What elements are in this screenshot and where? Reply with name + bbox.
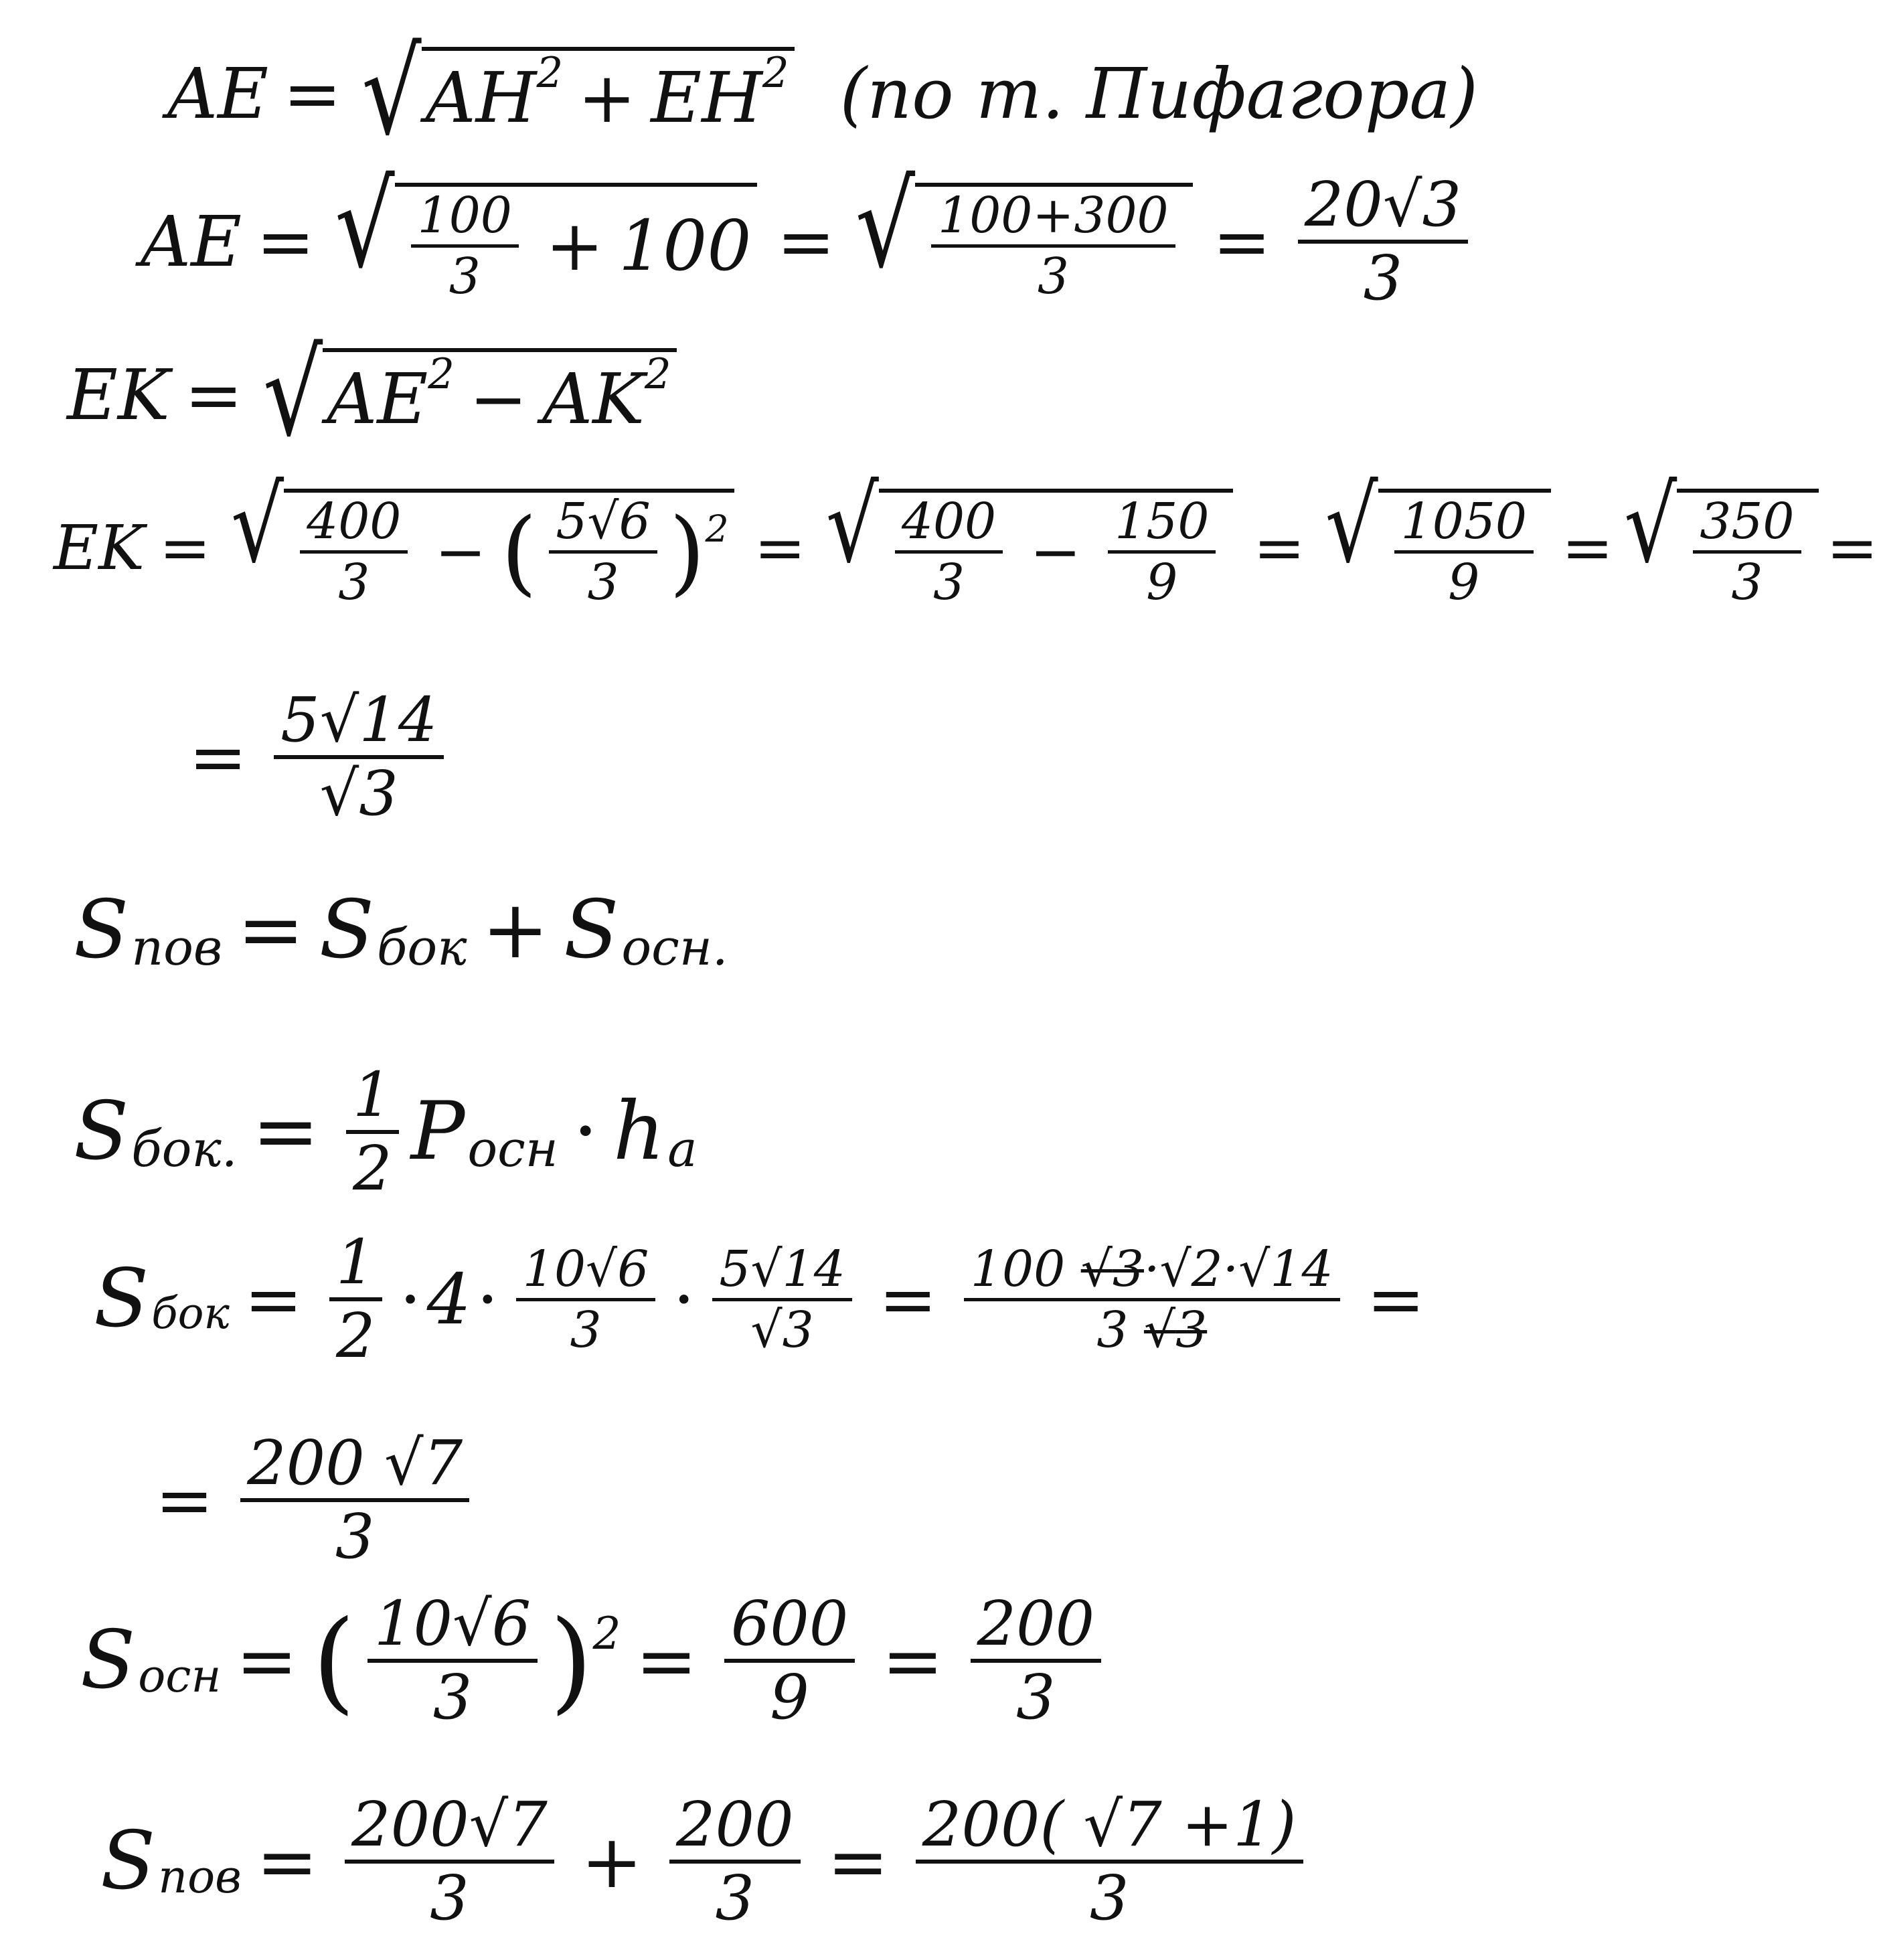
fraction — [240, 1427, 469, 1572]
var-p: P — [410, 1085, 465, 1178]
sqrt: √ $\frac{1050}{9}$ — [1325, 489, 1551, 607]
denominator: 3 — [1731, 554, 1763, 611]
exp: 2 — [428, 349, 455, 398]
subscript: a — [667, 1119, 698, 1178]
numerator: 5√14 — [712, 1244, 851, 1301]
line-9 — [141, 1427, 481, 1572]
equals: = — [1366, 1258, 1425, 1340]
numerator: 5√6 — [549, 497, 657, 554]
subscript: осн — [138, 1649, 222, 1703]
line-7 — [74, 1059, 698, 1204]
fraction — [411, 186, 519, 305]
dot: · — [673, 1258, 696, 1340]
fraction — [1693, 493, 1801, 611]
sqrt: √ $\frac{100}{3}$ + 100 — [335, 183, 756, 301]
equals: = — [252, 1085, 320, 1178]
var-s: S — [80, 1614, 136, 1707]
numerator: 20√3 — [1298, 174, 1468, 244]
dot: · — [399, 1258, 422, 1340]
fraction — [1108, 493, 1216, 611]
exp: 2 — [762, 48, 789, 97]
minus: − — [1030, 515, 1082, 588]
equals: = — [256, 201, 315, 282]
equals: = — [155, 1459, 214, 1541]
numerator: 10√6 — [367, 1593, 538, 1663]
fraction — [516, 1240, 655, 1359]
numerator: 5√14 — [274, 689, 444, 759]
numerator: 10√6 — [516, 1244, 655, 1301]
numerator: 1 — [329, 1232, 382, 1301]
numerator: 150 — [1108, 497, 1216, 554]
numerator: 200( √7 +1) — [916, 1794, 1303, 1864]
numerator: 350 — [1693, 497, 1801, 554]
term: 100 — [619, 205, 752, 287]
denominator: 3 √3 — [1096, 1301, 1208, 1359]
sqrt: √ $\frac{400}{3}$ − ( $\frac{5√6}{3}$ ) 2 — [231, 489, 734, 607]
var-s: S — [74, 884, 129, 977]
fraction — [712, 1240, 851, 1359]
subscript: бок. — [131, 1119, 238, 1178]
exp: 2 — [536, 48, 564, 97]
denominator: √3 — [750, 1301, 814, 1359]
fraction — [345, 1789, 554, 1934]
denominator: 3 — [338, 554, 370, 611]
line-6 — [74, 884, 728, 977]
equals: = — [1253, 511, 1305, 584]
var-h: h — [612, 1085, 665, 1178]
equals: = — [184, 354, 243, 436]
numerator: 1050 — [1394, 497, 1534, 554]
fraction — [669, 1789, 801, 1934]
exp: 2 — [705, 507, 729, 551]
var-s: S — [564, 884, 619, 977]
minus: − — [434, 515, 487, 588]
denominator: 2 — [336, 1300, 376, 1372]
var-eh: EH — [651, 57, 762, 139]
equals: = — [244, 1258, 303, 1340]
equals: = — [159, 511, 211, 584]
denominator: 9 — [1448, 554, 1480, 611]
var-s: S — [100, 1815, 156, 1908]
subscript: бок — [376, 918, 467, 977]
line-2 — [141, 157, 1480, 314]
var-s: S — [74, 1085, 129, 1178]
denominator: 3 — [587, 554, 619, 611]
equals: = — [1212, 201, 1271, 282]
dot: · — [476, 1258, 499, 1340]
comment-pythagoras: (по т. Пифагора) — [839, 53, 1478, 135]
line-1 — [167, 25, 1478, 162]
equals: = — [237, 884, 305, 977]
sqrt: √ AE 2 − AK 2 — [263, 348, 677, 442]
equals: = — [754, 511, 806, 584]
fraction — [916, 1789, 1303, 1934]
equals: = — [256, 1819, 319, 1904]
denominator: 3 — [335, 1501, 375, 1572]
denominator: 2 — [353, 1133, 392, 1204]
numerator: 200 √7 — [240, 1433, 469, 1502]
line-8 — [94, 1226, 1440, 1372]
fraction — [329, 1226, 382, 1372]
equals: = — [827, 1819, 889, 1904]
fraction — [549, 493, 657, 611]
var-ae: AE — [167, 53, 269, 135]
minus: − — [469, 358, 528, 440]
line-11 — [100, 1789, 1315, 1934]
subscript: пов — [131, 918, 223, 977]
equals: = — [1826, 511, 1878, 584]
denominator: 9 — [770, 1661, 809, 1733]
fraction — [971, 1588, 1102, 1733]
denominator: 3 — [1363, 242, 1403, 314]
denominator: 3 — [430, 1862, 469, 1934]
number: 4 — [426, 1258, 471, 1340]
sqrt: √ $\frac{100+300}{3}$ — [855, 183, 1193, 301]
sqrt: √ AH 2 + EH 2 — [361, 47, 794, 141]
plus: + — [481, 884, 550, 977]
denominator: 3 — [448, 247, 481, 305]
equals: = — [236, 1618, 298, 1704]
line-5 — [174, 684, 456, 829]
line-10: S осн = ( $\frac{10√6}{3}$ ) 2 = $\frac{600}{9}$ = $\frac{200}{3}$ — [80, 1593, 1113, 1728]
subscript: пов — [158, 1850, 242, 1904]
equals: = — [283, 53, 342, 135]
plus: + — [580, 1819, 643, 1904]
numerator: 100+300 — [931, 191, 1175, 248]
equals: = — [189, 716, 248, 798]
numerator: 100 √3·√2·√14 — [964, 1244, 1340, 1301]
denominator: √3 — [319, 758, 398, 829]
numerator: 400 — [895, 497, 1003, 554]
exp: 2 — [592, 1608, 621, 1660]
var-ak: AK — [542, 358, 645, 440]
numerator: 200√7 — [345, 1794, 554, 1864]
var-ek: EK — [54, 511, 145, 584]
plus: + — [545, 205, 604, 287]
numerator: 400 — [300, 497, 408, 554]
fraction — [300, 493, 408, 611]
fraction — [274, 684, 444, 829]
subscript: осн. — [621, 918, 728, 977]
fraction — [964, 1240, 1340, 1359]
denominator: 3 — [1089, 1862, 1129, 1934]
var-ae: AE — [141, 201, 242, 282]
denominator: 3 — [1037, 247, 1069, 305]
denominator: 9 — [1146, 554, 1178, 611]
denominator: 3 — [715, 1862, 755, 1934]
fraction — [1298, 169, 1468, 314]
var-s: S — [94, 1252, 149, 1345]
plus: + — [578, 57, 637, 139]
denominator: 3 — [1016, 1661, 1056, 1733]
equals: = — [882, 1618, 944, 1704]
fraction — [895, 493, 1003, 611]
line-4 — [54, 465, 1881, 611]
equals: = — [776, 201, 835, 282]
line-3 — [67, 326, 682, 463]
denominator: 3 — [432, 1661, 473, 1733]
numerator: 100 — [411, 191, 519, 248]
subscript: осн — [467, 1119, 558, 1178]
denominator: 3 — [932, 554, 965, 611]
exp: 2 — [644, 349, 671, 398]
var-ah: AH — [425, 57, 537, 139]
var-ae: AE — [327, 358, 428, 440]
equals: = — [1562, 511, 1614, 584]
fraction — [367, 1588, 538, 1733]
equals: = — [635, 1618, 698, 1704]
fraction — [346, 1059, 399, 1204]
numerator: 200 — [971, 1593, 1102, 1663]
var-s: S — [319, 884, 374, 977]
dot: · — [572, 1085, 598, 1178]
fraction — [1394, 493, 1534, 611]
equals: = — [878, 1258, 937, 1340]
numerator: 1 — [346, 1064, 399, 1134]
sqrt: √ $\frac{400}{3}$ − $\frac{150}{9}$ — [826, 489, 1234, 607]
numerator: 200 — [669, 1794, 801, 1864]
subscript: бок — [151, 1289, 230, 1339]
var-ek: EK — [67, 354, 170, 436]
fraction — [724, 1588, 855, 1733]
fraction — [931, 186, 1175, 305]
denominator: 3 — [570, 1301, 602, 1359]
numerator: 600 — [724, 1593, 855, 1663]
sqrt: √ $\frac{350}{3}$ — [1624, 489, 1818, 607]
